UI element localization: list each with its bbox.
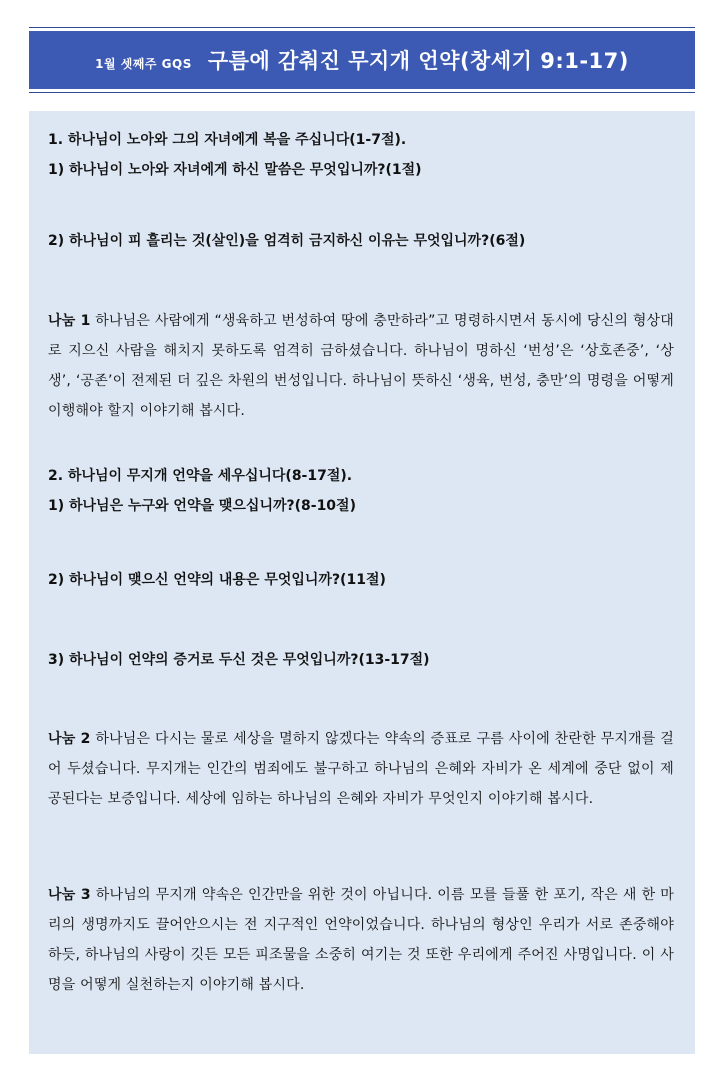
share-3-label: 나눔 3 <box>48 887 91 903</box>
share-1-label: 나눔 1 <box>48 313 91 329</box>
section-1-heading: 1. 하나님이 노아와 그의 자녀에게 복을 주십니다(1-7절). <box>48 132 407 148</box>
section-1 <box>48 125 674 185</box>
share-3-text: 하나님의 무지개 약속은 인간만을 위한 것이 아닙니다. 이름 모를 들풀 한 포기, 작은 새 한 마리의 생명까지도 끌어안으시는 전 지구적인 언약이었습니다. 하나님의 형상인 우리가 서로 존중해야 하듯, 하나님의 사랑이 깃든 모든 피조물을 소중히 여기는 것 또한 우리에게 주어진 사명입니다. 이 사명을 어떻게 실천하는지 이야기해 봅시다. <box>48 887 675 993</box>
section-2-question-3-block <box>48 645 674 675</box>
share-3 <box>48 880 674 1000</box>
section-1-question-2: 2) 하나님이 피 흘리는 것(살인)을 엄격히 금지하신 이유는 무엇입니까?(6절) <box>48 233 526 249</box>
section-1-question-2-block <box>48 226 674 256</box>
section-2 <box>48 461 674 521</box>
section-2-heading: 2. 하나님이 무지개 언약을 세우십니다(8-17절). <box>48 468 353 484</box>
header <box>29 27 695 93</box>
section-2-question-3: 3) 하나님이 언약의 증거로 두신 것은 무엇입니까?(13-17절) <box>48 652 430 668</box>
header-bar <box>29 31 695 89</box>
share-2-text: 하나님은 다시는 물로 세상을 멸하지 않겠다는 약속의 증표로 구름 사이에 찬란한 무지개를 걸어 두셨습니다. 무지개는 인간의 범죄에도 불구하고 하나님의 은혜와 자비가 온 세계에 중단 없이 제공된다는 보증입니다. 세상에 임하는 하나님의 은혜와 자비가 무엇인지 이야기해 봅시다. <box>48 731 674 807</box>
share-2-label: 나눔 2 <box>48 731 91 747</box>
page-title: 구름에 감춰진 무지개 언약(창세기 9:1-17) <box>207 49 629 73</box>
share-1-text: 하나님은 사람에게 “생육하고 번성하여 땅에 충만하라”고 명령하시면서 동시에 당신의 형상대로 지으신 사람을 해치지 못하도록 엄격히 금하셨습니다. 하나님이 명하신 ‘번성’은 ‘상호존중’, ‘상생’, ‘공존’이 전제된 더 깊은 차원의 번성입니다. 하나님이 뜻하신 ‘생육, 번성, 충만’의 명령을 어떻게 이행해야 할지 이야기해 봅시다. <box>48 313 675 419</box>
worksheet-content <box>29 111 695 1054</box>
share-2 <box>48 724 674 814</box>
share-1 <box>48 306 674 426</box>
section-2-question-2: 2) 하나님이 맺으신 언약의 내용은 무엇입니까?(11절) <box>48 572 386 588</box>
section-1-question-1: 1) 하나님이 노아와 자녀에게 하신 말씀은 무엇입니까?(1절) <box>48 162 422 178</box>
section-2-question-1: 1) 하나님은 누구와 언약을 맺으십니까?(8-10절) <box>48 498 356 514</box>
header-subtitle: 1월 셋째주 GQS <box>95 56 192 71</box>
section-2-question-2-block <box>48 565 674 595</box>
